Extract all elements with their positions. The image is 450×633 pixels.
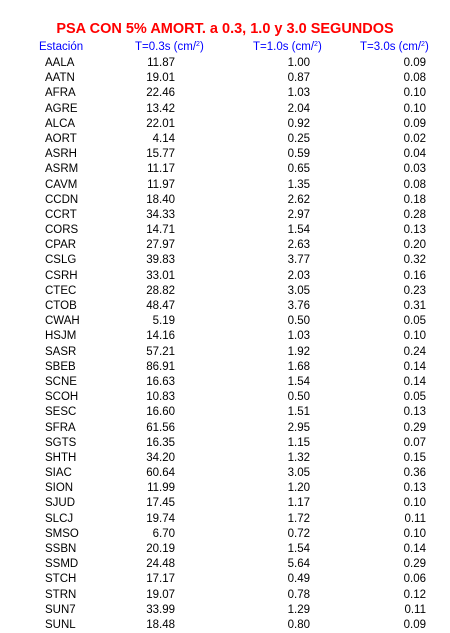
psa-3-0s-value: 0.07	[403, 436, 426, 449]
table-row	[0, 421, 450, 436]
table-row	[0, 86, 450, 101]
station-code: STCH	[45, 573, 77, 586]
psa-0-3s-value: 22.01	[146, 117, 175, 130]
table-row	[0, 299, 450, 314]
psa-3-0s-value: 0.10	[403, 497, 426, 510]
table-row	[0, 208, 450, 223]
psa-0-3s-value: 13.42	[146, 102, 175, 115]
psa-1-0s-value: 5.64	[287, 558, 310, 571]
station-code: STRN	[45, 588, 77, 601]
data-table	[0, 56, 450, 633]
table-row	[0, 588, 450, 603]
psa-0-3s-value: 19.74	[146, 512, 175, 525]
table-row	[0, 284, 450, 299]
table-row	[0, 345, 450, 360]
psa-3-0s-value: 0.10	[403, 87, 426, 100]
psa-1-0s-value: 1.15	[287, 436, 310, 449]
psa-1-0s-value: 1.03	[287, 330, 310, 343]
table-row	[0, 466, 450, 481]
station-code: SJUD	[45, 497, 76, 510]
table-row	[0, 572, 450, 587]
psa-3-0s-value: 0.13	[403, 224, 426, 237]
table-row	[0, 496, 450, 511]
psa-3-0s-value: 0.08	[403, 72, 426, 85]
header-period-3-0s-exponent: 2	[421, 41, 425, 48]
psa-0-3s-value: 61.56	[146, 421, 175, 434]
psa-1-0s-value: 1.29	[287, 603, 310, 616]
station-code: CTEC	[45, 284, 77, 297]
table-row	[0, 253, 450, 268]
psa-1-0s-value: 0.80	[287, 618, 310, 631]
station-code: CWAH	[45, 315, 80, 328]
psa-3-0s-value: 0.32	[403, 254, 426, 267]
psa-0-3s-value: 14.71	[146, 224, 175, 237]
station-code: SBEB	[45, 360, 76, 373]
psa-1-0s-value: 0.65	[287, 163, 310, 176]
psa-1-0s-value: 2.97	[287, 208, 310, 221]
psa-3-0s-value: 0.10	[403, 330, 426, 343]
psa-3-0s-value: 0.03	[403, 163, 426, 176]
psa-1-0s-value: 3.77	[287, 254, 310, 267]
psa-0-3s-value: 11.87	[147, 57, 175, 69]
psa-1-0s-value: 1.72	[287, 512, 310, 525]
station-code: CCDN	[45, 193, 79, 206]
psa-1-0s-value: 2.62	[287, 193, 310, 206]
psa-3-0s-value: 0.04	[403, 148, 426, 161]
psa-3-0s-value: 0.08	[403, 178, 426, 191]
psa-3-0s-value: 0.09	[403, 117, 426, 130]
psa-0-3s-value: 14.16	[146, 330, 175, 343]
psa-1-0s-value: 0.92	[287, 117, 310, 130]
psa-0-3s-value: 57.21	[146, 345, 175, 358]
psa-3-0s-value: 0.13	[403, 406, 426, 419]
table-row	[0, 238, 450, 253]
station-code: SIAC	[45, 467, 72, 480]
station-code: SASR	[45, 345, 77, 358]
station-code: AGRE	[45, 102, 78, 115]
psa-0-3s-value: 19.01	[146, 72, 175, 85]
psa-3-0s-value: 0.06	[403, 573, 426, 586]
station-code: SHTH	[45, 451, 77, 464]
station-code: SUN7	[45, 603, 76, 616]
header-period-0-3s	[135, 40, 204, 54]
psa-3-0s-value: 0.05	[403, 391, 426, 404]
header-period-3-0s-label: T=3.0s (cm/	[360, 41, 422, 53]
psa-0-3s-value: 11.99	[147, 482, 175, 495]
psa-0-3s-value: 11.97	[147, 178, 175, 191]
table-row	[0, 56, 450, 71]
station-code: CSRH	[45, 269, 78, 282]
station-code: SION	[45, 482, 74, 495]
psa-0-3s-value: 33.01	[146, 269, 175, 282]
table-row	[0, 405, 450, 420]
psa-3-0s-value: 0.20	[403, 239, 426, 252]
psa-1-0s-value: 1.32	[287, 451, 310, 464]
header-period-1-0s-label: T=1.0s (cm/	[253, 41, 315, 53]
header-period-1-0s-exponent: 2	[314, 41, 318, 48]
station-code: CSLG	[45, 254, 77, 267]
table-row	[0, 193, 450, 208]
psa-0-3s-value: 27.97	[146, 239, 175, 252]
psa-0-3s-value: 19.07	[146, 588, 175, 601]
table-header	[0, 40, 450, 54]
header-station: Estación	[39, 41, 84, 53]
header-period-1-0s	[253, 40, 322, 54]
psa-3-0s-value: 0.24	[403, 345, 426, 358]
psa-1-0s-value: 1.68	[287, 360, 310, 373]
station-code: ALCA	[45, 117, 76, 130]
psa-1-0s-value: 0.25	[287, 132, 310, 145]
psa-0-3s-value: 17.17	[146, 573, 175, 586]
table-row	[0, 117, 450, 132]
psa-0-3s-value: 16.63	[146, 375, 175, 388]
psa-1-0s-value: 3.05	[287, 467, 310, 480]
station-code: SUNL	[45, 618, 76, 631]
psa-3-0s-value: 0.16	[403, 269, 426, 282]
psa-1-0s-value: 1.17	[287, 497, 310, 510]
psa-0-3s-value: 16.60	[146, 406, 175, 419]
psa-1-0s-value: 0.59	[287, 148, 310, 161]
table-row	[0, 481, 450, 496]
station-code: SCNE	[45, 375, 77, 388]
table-row	[0, 71, 450, 86]
table-row	[0, 527, 450, 542]
psa-1-0s-value: 1.54	[287, 543, 310, 555]
header-period-0-3s-close: )	[199, 41, 204, 53]
psa-0-3s-value: 11.17	[147, 163, 175, 176]
psa-0-3s-value: 33.99	[146, 603, 175, 616]
station-code: SCOH	[45, 391, 79, 404]
table-row	[0, 360, 450, 375]
psa-1-0s-value: 2.63	[287, 239, 310, 252]
psa-1-0s-value: 2.95	[287, 421, 310, 434]
psa-3-0s-value: 0.10	[403, 102, 426, 115]
header-period-1-0s-close: )	[317, 41, 322, 53]
psa-3-0s-value: 0.10	[403, 527, 426, 540]
station-code: SGTS	[45, 436, 77, 449]
psa-0-3s-value: 48.47	[146, 300, 175, 312]
psa-0-3s-value: 28.82	[146, 284, 175, 297]
psa-1-0s-value: 1.51	[287, 406, 310, 419]
psa-0-3s-value: 18.48	[146, 618, 175, 631]
table-row	[0, 132, 450, 147]
table-row	[0, 557, 450, 572]
psa-3-0s-value: 0.23	[403, 284, 426, 297]
psa-1-0s-value: 1.92	[287, 345, 310, 358]
psa-3-0s-value: 0.11	[404, 512, 426, 525]
psa-0-3s-value: 20.19	[146, 543, 175, 555]
psa-0-3s-value: 34.20	[146, 451, 175, 464]
page-title: PSA CON 5% AMORT. a 0.3, 1.0 y 3.0 SEGUNDOS	[56, 21, 394, 37]
psa-0-3s-value: 15.77	[146, 148, 175, 161]
psa-1-0s-value: 0.78	[287, 588, 310, 601]
station-code: AALA	[45, 57, 75, 69]
station-code: SSBN	[45, 543, 77, 555]
station-code: SFRA	[45, 421, 76, 434]
station-code: AATN	[45, 72, 75, 85]
table-row	[0, 451, 450, 466]
psa-1-0s-value: 1.00	[287, 57, 310, 69]
station-code: AORT	[45, 132, 77, 145]
psa-3-0s-value: 0.29	[403, 558, 426, 571]
psa-1-0s-value: 0.87	[287, 72, 310, 85]
station-code: SLCJ	[45, 512, 74, 525]
station-code: CCRT	[45, 208, 77, 221]
table-row	[0, 542, 450, 557]
psa-3-0s-value: 0.36	[403, 467, 426, 480]
table-row	[0, 178, 450, 193]
psa-3-0s-value: 0.14	[403, 543, 426, 555]
station-code: SMSO	[45, 527, 79, 540]
psa-0-3s-value: 5.19	[152, 315, 175, 328]
psa-3-0s-value: 0.13	[403, 482, 426, 495]
header-period-3-0s	[360, 40, 429, 54]
psa-3-0s-value: 0.05	[403, 315, 426, 328]
psa-3-0s-value: 0.14	[403, 360, 426, 373]
psa-1-0s-value: 2.04	[287, 102, 310, 115]
psa-1-0s-value: 0.50	[287, 315, 310, 328]
psa-3-0s-value: 0.31	[403, 300, 426, 312]
psa-0-3s-value: 17.45	[146, 497, 175, 510]
table-row	[0, 314, 450, 329]
psa-3-0s-value: 0.12	[403, 588, 426, 601]
psa-1-0s-value: 1.20	[287, 482, 310, 495]
psa-0-3s-value: 16.35	[146, 436, 175, 449]
table-row	[0, 162, 450, 177]
header-period-0-3s-exponent: 2	[196, 41, 200, 48]
station-code: AFRA	[45, 87, 76, 100]
table-row	[0, 223, 450, 238]
psa-0-3s-value: 6.70	[152, 527, 175, 540]
psa-0-3s-value: 18.40	[146, 193, 175, 206]
table-row	[0, 147, 450, 162]
table-row	[0, 390, 450, 405]
table-row	[0, 375, 450, 390]
header-period-3-0s-close: )	[424, 41, 429, 53]
psa-1-0s-value: 0.49	[287, 573, 310, 586]
psa-3-0s-value: 0.15	[403, 451, 426, 464]
psa-3-0s-value: 0.11	[404, 603, 426, 616]
station-code: CAVM	[45, 178, 78, 191]
station-code: CPAR	[45, 239, 77, 252]
psa-1-0s-value: 0.50	[287, 391, 310, 404]
station-code: ASRM	[45, 163, 79, 176]
psa-0-3s-value: 4.14	[152, 132, 175, 145]
psa-0-3s-value: 24.48	[146, 558, 175, 571]
psa-0-3s-value: 60.64	[146, 467, 175, 480]
station-code: HSJM	[45, 330, 77, 343]
header-period-0-3s-label: T=0.3s (cm/	[135, 41, 197, 53]
station-code: CTOB	[45, 300, 77, 312]
psa-1-0s-value: 3.05	[287, 284, 310, 297]
psa-1-0s-value: 0.72	[287, 527, 310, 540]
station-code: ASRH	[45, 148, 77, 161]
psa-1-0s-value: 2.03	[287, 269, 310, 282]
psa-0-3s-value: 22.46	[146, 87, 175, 100]
table-row	[0, 329, 450, 344]
station-code: SESC	[45, 406, 77, 419]
psa-1-0s-value: 3.76	[287, 300, 310, 312]
psa-3-0s-value: 0.09	[403, 57, 426, 69]
psa-1-0s-value: 1.03	[287, 87, 310, 100]
station-code: SSMD	[45, 558, 79, 571]
psa-3-0s-value: 0.29	[403, 421, 426, 434]
psa-3-0s-value: 0.18	[403, 193, 426, 206]
psa-0-3s-value: 39.83	[146, 254, 175, 267]
psa-1-0s-value: 1.35	[287, 178, 310, 191]
psa-3-0s-value: 0.09	[403, 618, 426, 631]
psa-0-3s-value: 34.33	[146, 208, 175, 221]
table-row	[0, 436, 450, 451]
psa-3-0s-value: 0.02	[403, 132, 426, 145]
psa-0-3s-value: 10.83	[146, 391, 175, 404]
psa-3-0s-value: 0.28	[403, 208, 426, 221]
station-code: CORS	[45, 224, 79, 237]
table-row	[0, 269, 450, 284]
psa-0-3s-value: 86.91	[146, 360, 175, 373]
psa-1-0s-value: 1.54	[287, 224, 310, 237]
psa-1-0s-value: 1.54	[287, 375, 310, 388]
table-row	[0, 618, 450, 633]
table-row	[0, 102, 450, 117]
psa-3-0s-value: 0.14	[403, 375, 426, 388]
table-row	[0, 512, 450, 527]
table-row	[0, 603, 450, 618]
